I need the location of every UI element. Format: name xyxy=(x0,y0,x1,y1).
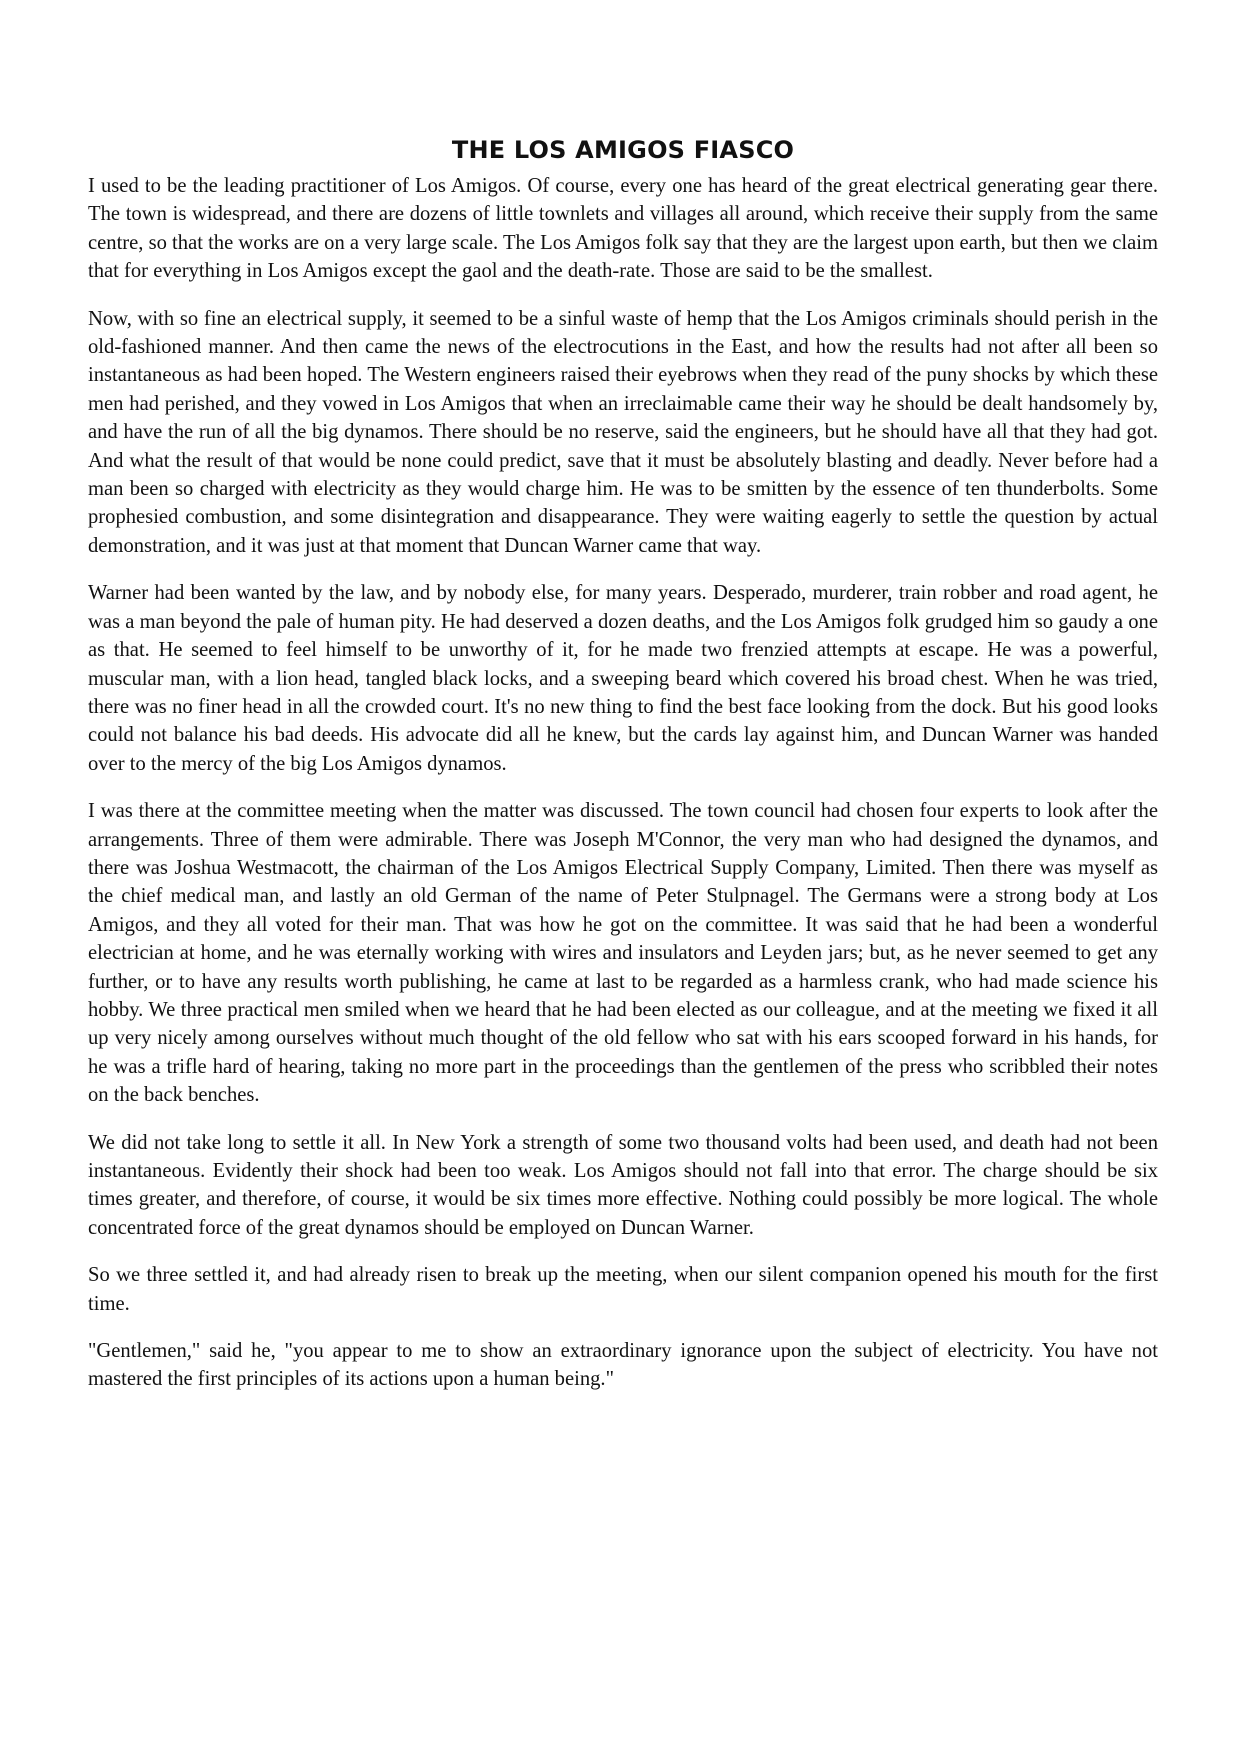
paragraph-6: So we three settled it, and had already risen to break up the meeting, when our silent companion opened his mouth for the first time. xyxy=(88,1264,1158,1315)
paragraph-4: I was there at the committee meeting when the matter was discussed. The town council had chosen four experts to look after the arrangements. Three of them were admirable. There was Joseph M'Connor, the very man who had designed the dynamos, and there was Joshua Westmacott, the chairman of the Los Amigos Electrical Supply Company, Limited. Then there was myself as the chief medical man, and lastly an old German of the name of Peter Stulpnagel. The Germans were a strong body at Los Amigos, and they all voted for their man. That was how he got on the committee. It was said that he had been a wonderful electrician at home, and he was eternally working with wires and insulators and Leyden jars; but, as he never seemed to get any further, or to have any results worth publishing, he came at last to be regarded as a harmless crank, who had made science his hobby. We three practical men smiled when we heard that he had been elected as our colleague, and at the meeting we fixed it all up very nicely among ourselves without much thought of the old fellow who sat with his ears scooped forward in his hands, for he was a trifle hard of hearing, taking no more part in the proceedings than the gentlemen of the press who scribbled their notes on the back benches. xyxy=(88,800,1158,1107)
paragraph-3: Warner had been wanted by the law, and by nobody else, for many years. Desperado, murderer, train robber and road agent, he was a man beyond the pale of human pity. He had deserved a dozen deaths, and the Los Amigos folk grudged him so gaudy a one as that. He seemed to feel himself to be unworthy of it, for he made two frenzied attempts at escape. He was a powerful, muscular man, with a lion head, tangled black locks, and a sweeping beard which covered his broad chest. When he was tried, there was no finer head in all the crowded court. It's no new thing to find the best face looking from the dock. But his good looks could not balance his bad deeds. His advocate did all he knew, but the cards lay against him, and Duncan Warner was handed over to the mercy of the big Los Amigos dynamos. xyxy=(88,582,1158,775)
paragraph-7: "Gentlemen," said he, "you appear to me to show an extraordinary ignorance upon the subject of electricity. You have not mastered the first principles of its actions upon a human being." xyxy=(88,1340,1158,1391)
paragraph-1: I used to be the leading practitioner of Los Amigos. Of course, every one has heard of the great electrical generating gear there. The town is widespread, and there are dozens of little townlets and villages all around, which receive their supply from the same centre, so that the works are on a very large scale. The Los Amigos folk say that they are the largest upon earth, but then we claim that for everything in Los Amigos except the gaol and the death-rate. Those are said to be the smallest. xyxy=(88,175,1158,283)
document-title: THE LOS AMIGOS FIASCO xyxy=(451,136,795,164)
document-page xyxy=(88,134,1158,1394)
paragraph-5: We did not take long to settle it all. In New York a strength of some two thousand volts had been used, and death had not been instantaneous. Evidently their shock had been too weak. Los Amigos should not fall into that error. The charge should be six times greater, and therefore, of course, it would be six times more effective. Nothing could possibly be more logical. The whole concentrated force of the great dynamos should be employed on Duncan Warner. xyxy=(88,1131,1158,1239)
paragraph-2: Now, with so fine an electrical supply, it seemed to be a sinful waste of hemp that the Los Amigos criminals should perish in the old-fashioned manner. And then came the news of the electrocutions in the East, and how the results had not after all been so instantaneous as had been hoped. The Western engineers raised their eyebrows when they read of the puny shocks by which these men had perished, and they vowed in Los Amigos that when an irreclaimable came their way he should be dealt handsomely by, and have the run of all the big dynamos. There should be no reserve, said the engineers, but he should have all that they had got. And what the result of that would be none could predict, save that it must be absolutely blasting and deadly. Never before had a man been so charged with electricity as they would charge him. He was to be smitten by the essence of ten thunderbolts. Some prophesied combustion, and some disintegration and disappearance. They were waiting eagerly to settle the question by actual demonstration, and it was just at that moment that Duncan Warner came that way. xyxy=(88,307,1158,557)
